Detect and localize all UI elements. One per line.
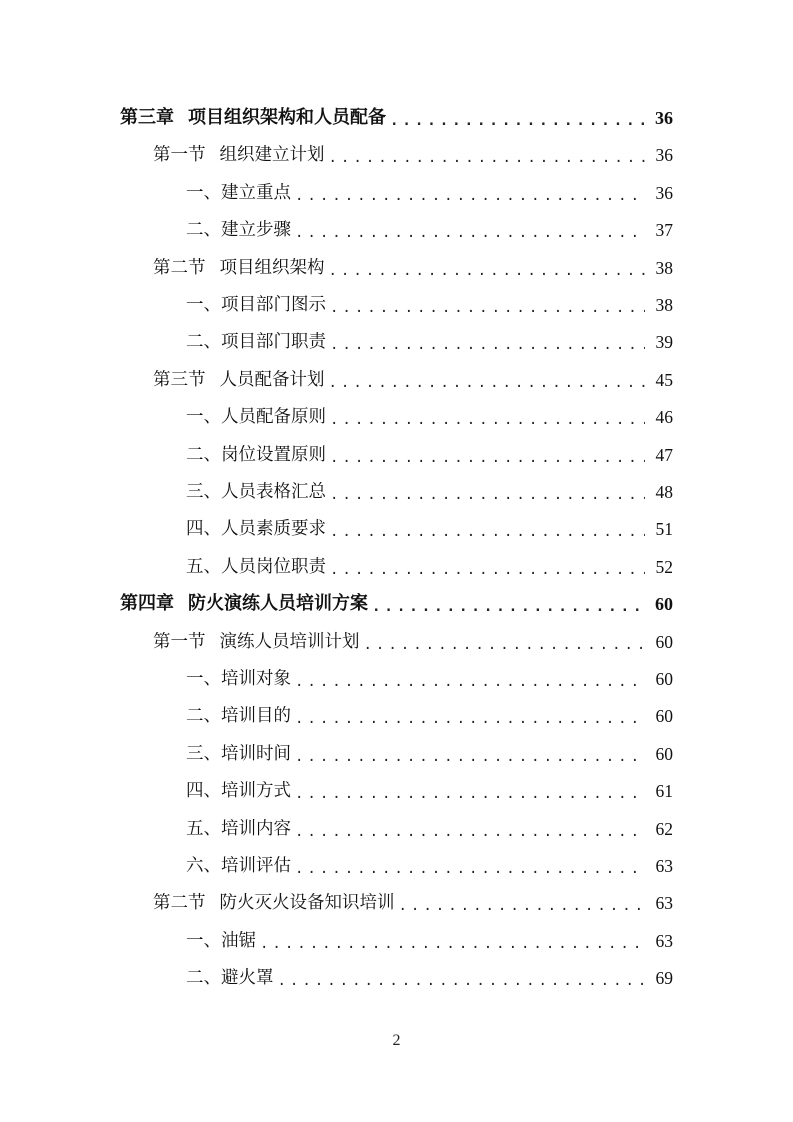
toc-entry-page: 63 xyxy=(655,893,673,914)
toc-entry-page: 60 xyxy=(655,669,673,689)
toc-entry-number: 一、 xyxy=(186,407,221,428)
toc-entry-number: 五、 xyxy=(186,818,221,839)
toc-entry-title: 培训方式 xyxy=(221,781,291,802)
toc-entry-title: 项目部门职责 xyxy=(221,332,326,353)
dot-leader xyxy=(329,368,646,398)
toc-entry-page: 37 xyxy=(655,220,673,241)
toc-entry-number: 三、 xyxy=(186,482,221,502)
toc-chapter[interactable] xyxy=(120,103,673,133)
dot-leader xyxy=(260,929,645,959)
toc-entry-page: 51 xyxy=(655,519,673,540)
toc-entry-page: 38 xyxy=(655,295,673,315)
toc-entry-title: 项目组织架构和人员配备 xyxy=(188,107,386,128)
toc-entry-number: 第一节 xyxy=(153,145,206,166)
toc-entry-title: 组织建立计划 xyxy=(219,145,325,166)
toc-section[interactable] xyxy=(153,888,673,918)
toc-entry-number: 五、 xyxy=(186,556,221,577)
toc-entry-title: 人员表格汇总 xyxy=(221,482,326,502)
toc-section[interactable] xyxy=(153,140,673,170)
toc-item[interactable] xyxy=(186,440,673,470)
toc-entry-number: 第二节 xyxy=(153,257,206,278)
dot-leader xyxy=(364,630,646,660)
dot-leader xyxy=(330,555,645,585)
toc-entry-page: 47 xyxy=(655,444,673,465)
toc-item[interactable] xyxy=(186,701,673,731)
toc-entry-number: 四、 xyxy=(186,519,221,540)
toc-entry-title: 演练人员培训计划 xyxy=(219,631,360,652)
toc-entry-number: 二、 xyxy=(186,444,221,465)
toc-entry-title: 培训内容 xyxy=(221,818,291,839)
toc-item[interactable] xyxy=(186,477,673,507)
dot-leader xyxy=(295,817,645,847)
toc-entry-page: 39 xyxy=(655,332,673,353)
toc-entry-title: 项目部门图示 xyxy=(221,295,326,315)
toc-entry-page: 36 xyxy=(655,108,673,128)
toc-entry-title: 项目组织架构 xyxy=(219,257,325,278)
toc-entry-number: 第一节 xyxy=(153,631,206,652)
toc-entry-number: 第三节 xyxy=(153,369,206,390)
dot-leader xyxy=(330,443,645,473)
toc-entry-number: 一、 xyxy=(186,295,221,315)
toc-item[interactable] xyxy=(186,814,673,844)
toc-entry-page: 60 xyxy=(655,594,673,615)
toc-item[interactable] xyxy=(186,851,673,881)
dot-leader xyxy=(295,667,645,697)
toc-entry-number: 二、 xyxy=(186,968,221,989)
toc-item[interactable] xyxy=(186,739,673,769)
toc-entry-title: 防火演练人员培训方案 xyxy=(188,593,368,615)
toc-entry-page: 48 xyxy=(655,482,673,502)
toc-entry-title: 人员配备计划 xyxy=(219,369,325,390)
toc-section[interactable] xyxy=(153,253,673,283)
toc-entry-number: 二、 xyxy=(186,332,221,353)
dot-leader xyxy=(390,106,645,136)
toc-entry-title: 防火灭火设备知识培训 xyxy=(219,893,395,914)
toc-entry-page: 36 xyxy=(655,145,673,166)
dot-leader xyxy=(295,742,645,772)
toc-item[interactable] xyxy=(186,178,673,208)
dot-leader xyxy=(330,293,645,323)
toc-entry-page: 60 xyxy=(655,706,673,727)
toc-item[interactable] xyxy=(186,552,673,582)
toc-entry-page: 36 xyxy=(655,182,673,203)
toc-item[interactable] xyxy=(186,776,673,806)
toc-entry-page: 62 xyxy=(655,818,673,839)
toc-entry-title: 岗位设置原则 xyxy=(221,444,326,465)
toc-entry-number: 第四章 xyxy=(120,593,174,615)
toc-chapter[interactable] xyxy=(120,589,673,619)
toc-item[interactable] xyxy=(186,215,673,245)
toc-entry-title: 油锯 xyxy=(221,930,256,951)
toc-entry-title: 避火罩 xyxy=(221,968,274,989)
dot-leader xyxy=(278,966,646,996)
dot-leader xyxy=(372,592,645,622)
toc-entry-title: 人员配备原则 xyxy=(221,407,326,428)
toc-entry-title: 培训时间 xyxy=(221,743,291,764)
toc-item[interactable] xyxy=(186,290,673,320)
toc-entry-page: 52 xyxy=(655,556,673,577)
toc-entry-page: 63 xyxy=(655,856,673,876)
toc-entry-number: 第二节 xyxy=(153,893,206,914)
toc-entry-page: 61 xyxy=(655,781,673,802)
toc-section[interactable] xyxy=(153,365,673,395)
toc-item[interactable] xyxy=(186,963,673,993)
toc-entry-number: 四、 xyxy=(186,781,221,802)
dot-leader xyxy=(295,704,645,734)
toc-entry-page: 63 xyxy=(655,930,673,951)
dot-leader xyxy=(295,218,645,248)
toc-entry-number: 二、 xyxy=(186,706,221,727)
page-number: 2 xyxy=(392,1032,401,1049)
dot-leader xyxy=(330,405,645,435)
dot-leader xyxy=(329,256,646,286)
toc-entry-number: 三、 xyxy=(186,743,221,764)
dot-leader xyxy=(330,517,645,547)
toc-entry-number: 一、 xyxy=(186,930,221,951)
toc-entry-title: 培训目的 xyxy=(221,706,291,727)
dot-leader xyxy=(329,143,646,173)
toc-entry-page: 38 xyxy=(655,257,673,278)
dot-leader xyxy=(330,330,645,360)
toc-entry-number: 一、 xyxy=(186,182,221,203)
toc-entry-number: 第三章 xyxy=(120,107,174,128)
toc-item[interactable] xyxy=(186,664,673,694)
dot-leader xyxy=(399,891,646,921)
toc-entry-page: 60 xyxy=(655,631,673,652)
toc-item[interactable] xyxy=(186,926,673,956)
dot-leader xyxy=(295,181,645,211)
toc-entry-page: 69 xyxy=(655,968,673,989)
toc-entry-title: 建立步骤 xyxy=(221,220,291,241)
toc-entry-number: 二、 xyxy=(186,220,221,241)
toc-item[interactable] xyxy=(186,327,673,357)
dot-leader xyxy=(330,480,645,510)
toc-entry-page: 45 xyxy=(655,369,673,390)
toc-item[interactable] xyxy=(186,402,673,432)
toc-entry-title: 人员素质要求 xyxy=(221,519,326,540)
dot-leader xyxy=(295,854,645,884)
toc-entry-number: 六、 xyxy=(186,856,221,876)
toc-entry-title: 培训评估 xyxy=(221,856,291,876)
dot-leader xyxy=(295,779,645,809)
toc-section[interactable] xyxy=(153,627,673,657)
toc-entry-page: 60 xyxy=(655,743,673,764)
toc-entry-number: 一、 xyxy=(186,669,221,689)
toc-entry-title: 培训对象 xyxy=(221,669,291,689)
toc-entry-title: 人员岗位职责 xyxy=(221,556,326,577)
toc-item[interactable] xyxy=(186,514,673,544)
toc-entry-page: 46 xyxy=(655,407,673,428)
toc-entry-title: 建立重点 xyxy=(221,182,291,203)
